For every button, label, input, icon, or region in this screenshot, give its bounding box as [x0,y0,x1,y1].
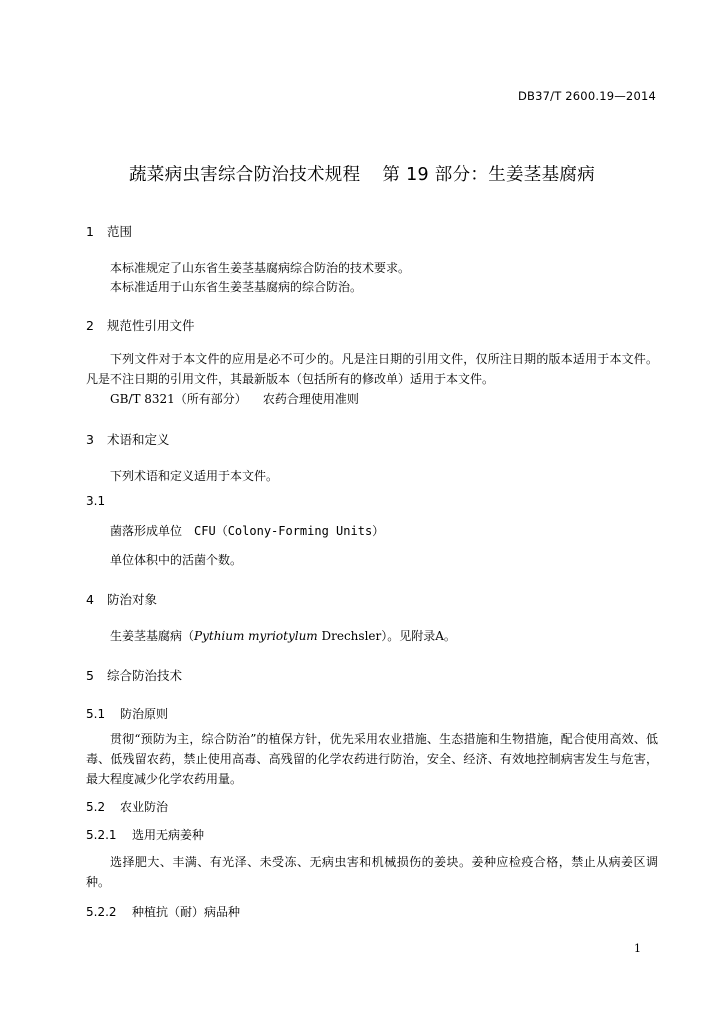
term-number: 3.1 [86,494,106,508]
paragraph: 本标准规定了山东省生姜茎基腐病综合防治的技术要求。 [110,261,411,275]
subsection-title: 选用无病姜种 [132,828,205,842]
section-4-heading [86,590,157,608]
term-name: 菌落形成单位 [110,524,183,538]
paragraph [110,627,456,644]
section-1-heading [86,222,132,240]
section-number: 3 [86,432,94,447]
normative-reference [110,390,359,407]
subsection-title: 种植抗（耐）病品种 [132,905,241,919]
subsection-title: 防治原则 [120,707,169,721]
section-title: 规范性引用文件 [107,318,195,333]
term-entry [110,522,384,539]
standard-code: DB37/T 2600.19—2014 [517,89,656,103]
subsection-number: 5.1 [86,707,106,721]
paragraph: 贯彻“预防为主，综合防治”的植保方针，优先采用农业措施、生态措施和生物措施，配合使用高效、低毒、低残留农药，禁止使用高毒、高残留的化学农药进行防治，安全、经济、有效地控制病害发生与危害，最大程度减少化学农药用量。 [86,732,658,786]
term-english: CFU（Colony-Forming Units） [194,524,385,538]
section-title: 范围 [107,224,133,239]
paragraph: 本标准适用于山东省生姜茎基腐病的综合防治。 [110,280,363,294]
subsection-5-1-heading [86,705,168,722]
section-title: 综合防治技术 [107,668,183,683]
section-2-heading [86,316,195,334]
text: Drechsler）。见附录A。 [317,629,456,643]
subsection-5-2-1-heading [86,826,204,843]
subsection-5-2-2-heading [86,903,240,920]
page-number: 1 [634,942,641,955]
section-number: 2 [86,318,94,333]
text: 生姜茎基腐病（ [110,629,195,643]
document-title [0,161,724,186]
subsection-number: 5.2.2 [86,905,117,919]
section-number: 1 [86,224,94,239]
section-3-heading [86,430,170,448]
species-name: Pythium myriotylum [194,629,318,643]
paragraph: 下列术语和定义适用于本文件。 [110,469,279,483]
section-title: 防治对象 [107,592,158,607]
reference-title: 农药合理使用准则 [262,392,359,406]
subsection-number: 5.2 [86,800,106,814]
section-number: 5 [86,668,94,683]
section-number: 4 [86,592,94,607]
section-5-heading [86,666,182,684]
reference-code: GB/T 8321（所有部分） [110,392,247,406]
subsection-5-2-heading [86,798,168,815]
title-main: 蔬菜病虫害综合防治技术规程 [129,165,361,185]
paragraph: 选择肥大、丰满、有光泽、未受冻、无病虫害和机械损伤的姜块。姜种应检疫合格，禁止从病姜区调种。 [86,855,658,889]
subsection-number: 5.2.1 [86,828,117,842]
term-definition: 单位体积中的活菌个数。 [110,553,243,567]
paragraph: 下列文件对于本文件的应用是必不可少的。凡是注日期的引用文件，仅所注日期的版本适用于本文件。凡是不注日期的引用文件，其最新版本（包括所有的修改单）适用于本文件。 [86,352,658,386]
subsection-title: 农业防治 [120,800,169,814]
title-part: 第 19 部分：生姜茎基腐病 [382,165,595,185]
section-title: 术语和定义 [107,432,170,447]
